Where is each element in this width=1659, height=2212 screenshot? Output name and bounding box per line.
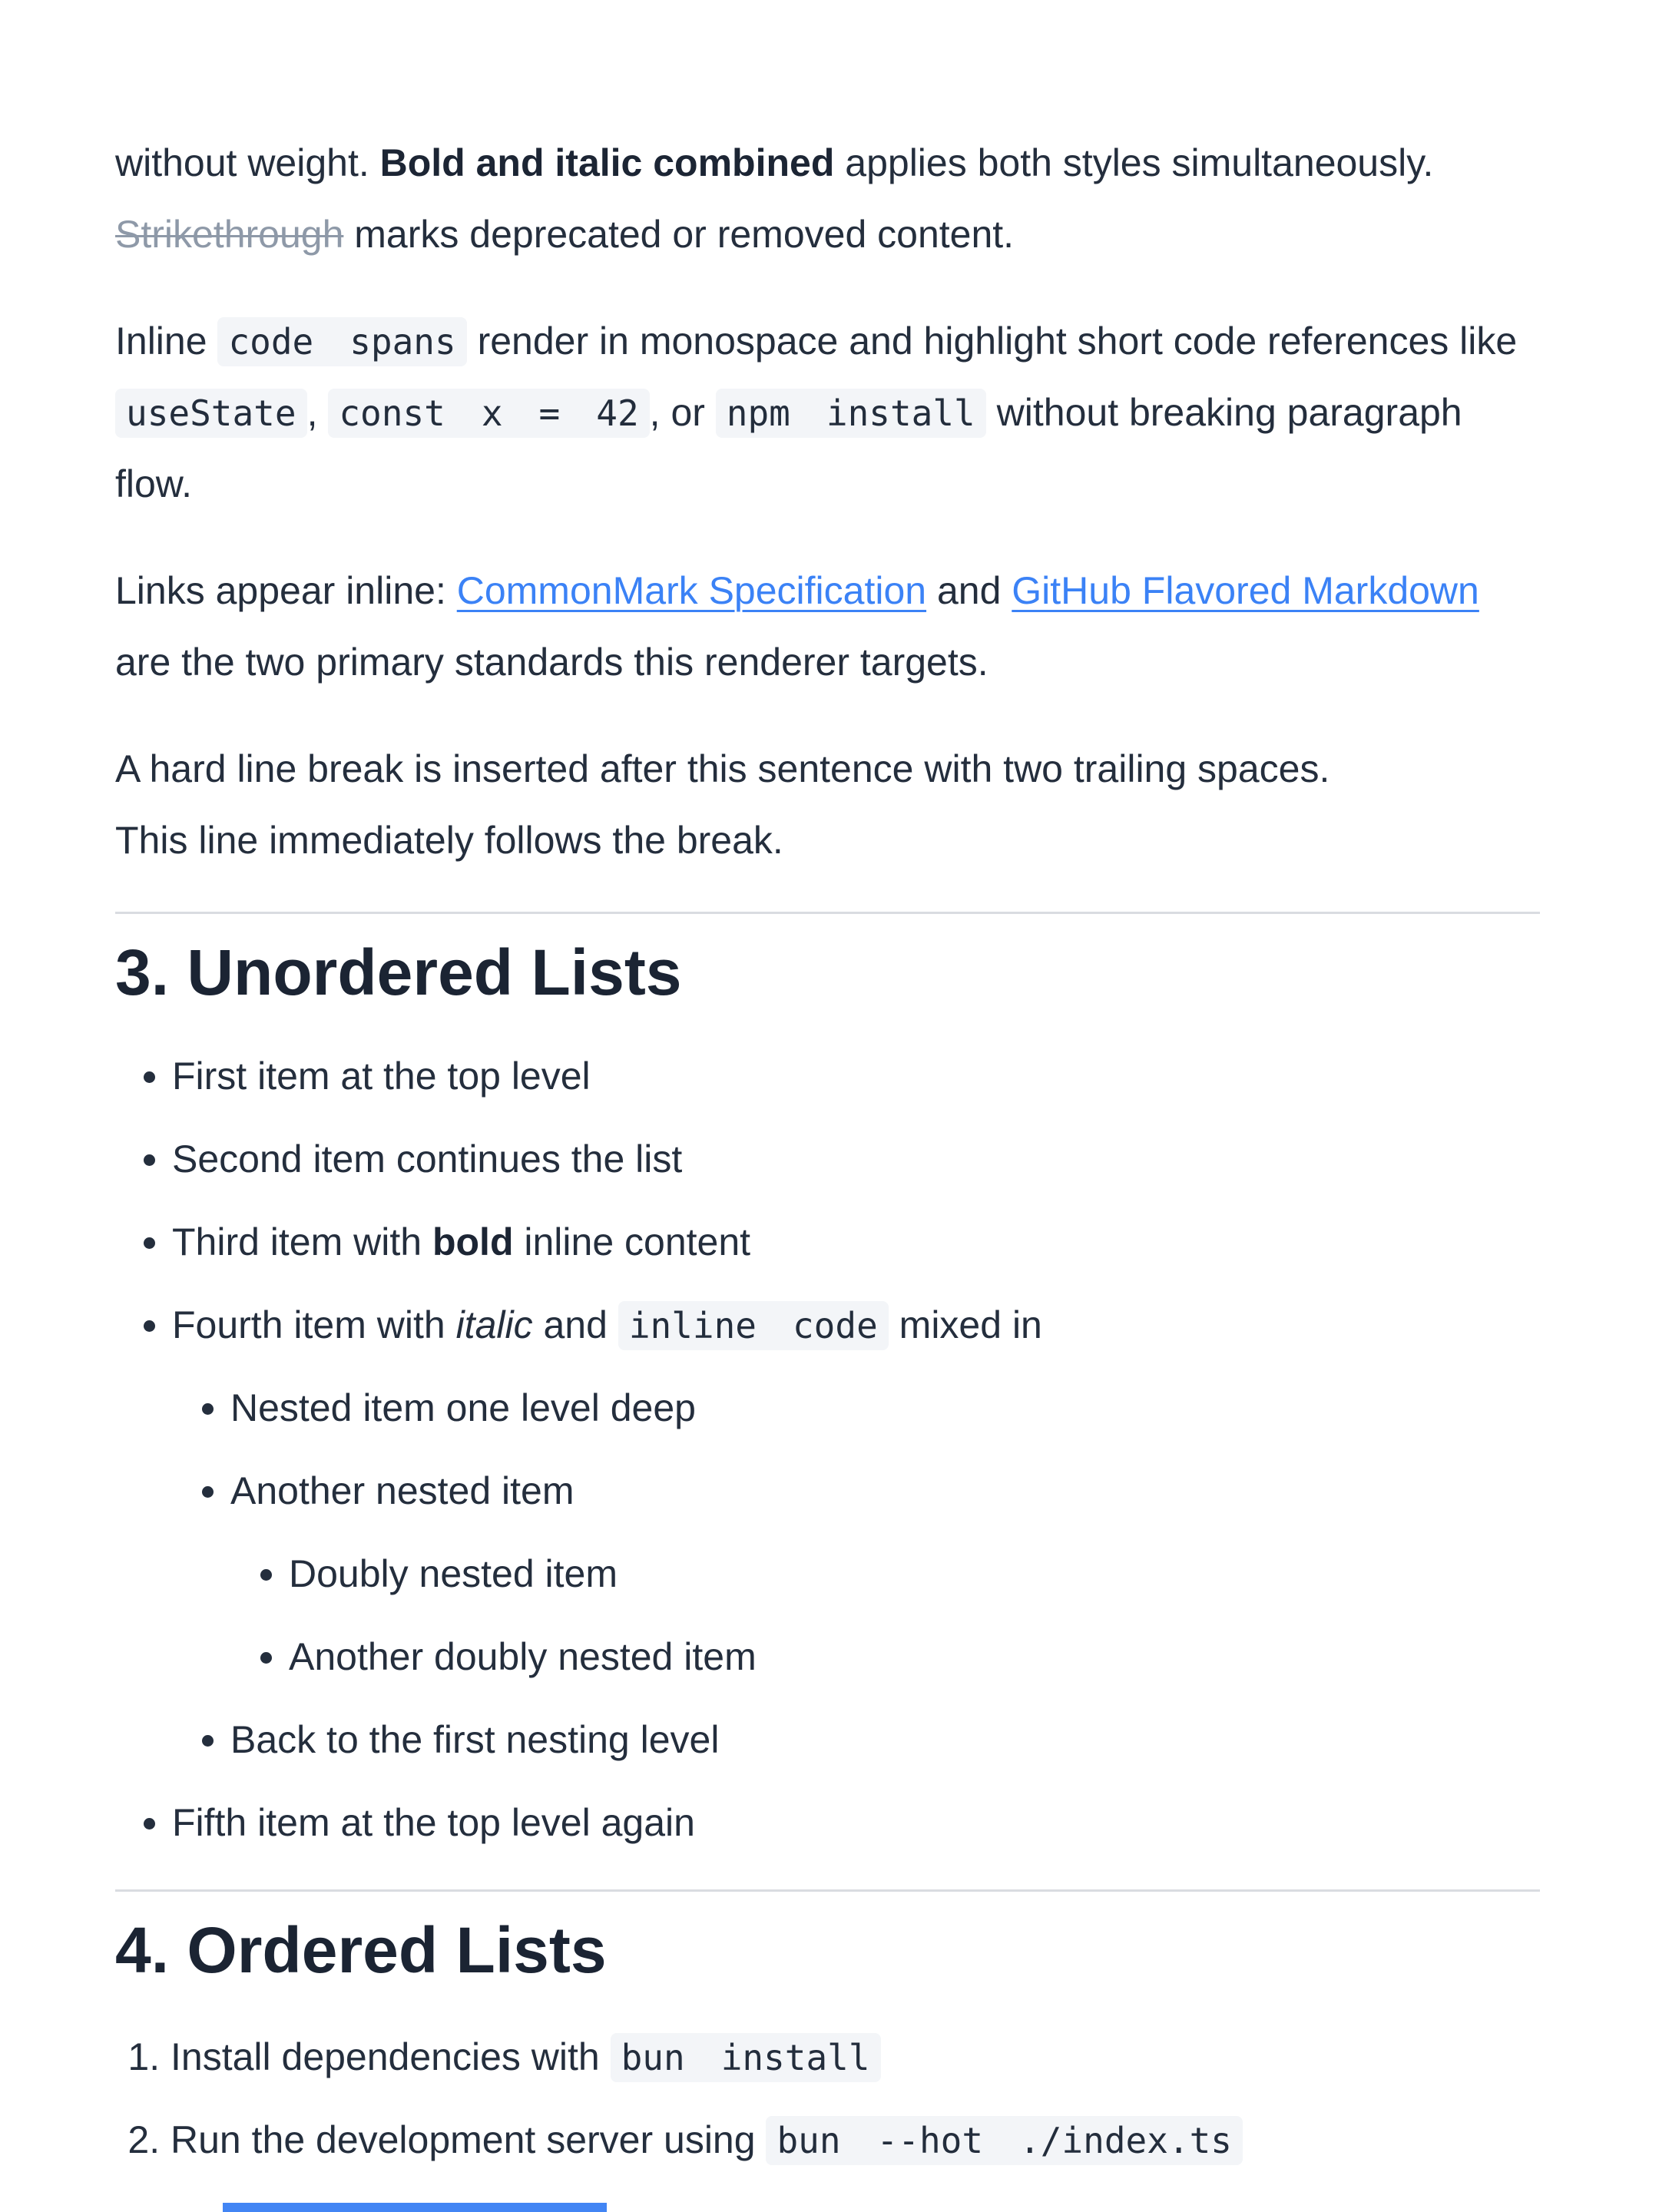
text-run: Nested item one level deep bbox=[230, 1386, 696, 1429]
list-item bbox=[172, 1041, 1540, 1112]
text-run: inline content bbox=[513, 1220, 751, 1263]
nested-list-level-3 bbox=[230, 1538, 1540, 1693]
section-divider bbox=[115, 1889, 1540, 1892]
inline-code: bun install bbox=[611, 2033, 881, 2082]
text-run: Links appear inline: bbox=[115, 569, 457, 612]
list-item bbox=[172, 1124, 1540, 1195]
bold-text: Bold and italic combined bbox=[379, 141, 835, 184]
text-run: Another nested item bbox=[230, 1469, 575, 1512]
list-item bbox=[230, 1455, 1540, 1693]
paragraph-links-demo bbox=[115, 555, 1540, 698]
text-run: Doubly nested item bbox=[289, 1552, 618, 1595]
cutoff-blue-element-bottom bbox=[223, 2203, 607, 2212]
inline-code: inline code bbox=[618, 1301, 889, 1350]
inline-code: npm install bbox=[716, 389, 986, 438]
text-run: Third item with bbox=[172, 1220, 432, 1263]
text-run: Fourth item with bbox=[172, 1303, 456, 1346]
section-divider bbox=[115, 912, 1540, 914]
section-heading-unordered-lists: 3. Unordered Lists bbox=[115, 936, 682, 1008]
text-run: without breaking paragraph flow. bbox=[115, 391, 1462, 505]
list-item bbox=[172, 1207, 1540, 1278]
list-item bbox=[172, 1290, 1540, 1776]
inline-code: code spans bbox=[217, 317, 466, 366]
text-run: Fifth item at the top level again bbox=[172, 1801, 695, 1844]
paragraph-hard-break-demo bbox=[115, 733, 1540, 876]
text-run: mixed in bbox=[888, 1303, 1042, 1346]
text-run: Another doubly nested item bbox=[289, 1635, 757, 1678]
text-run: render in monospace and highlight short code references like bbox=[466, 320, 1518, 363]
text-run: First item at the top level bbox=[172, 1055, 591, 1098]
text-run: are the two primary standards this renderer targets. bbox=[115, 641, 988, 684]
text-run: Run the development server using bbox=[171, 2118, 767, 2161]
nested-list-level-2 bbox=[172, 1373, 1540, 1776]
text-run: Inline bbox=[115, 320, 218, 363]
list-item bbox=[171, 2104, 1540, 2176]
text-run: marks deprecated or removed content. bbox=[343, 213, 1015, 256]
text-run: , bbox=[306, 391, 329, 434]
inline-code: const x = 42 bbox=[328, 389, 649, 438]
text-run: This line immediately follows the break. bbox=[115, 819, 783, 862]
inline-code: bun --hot ./index.ts bbox=[766, 2116, 1243, 2165]
paragraph-inline-code-demo bbox=[115, 306, 1540, 520]
text-run: Back to the first nesting level bbox=[230, 1718, 720, 1761]
text-run: , or bbox=[649, 391, 716, 434]
strikethrough-text: Strikethrough bbox=[115, 213, 344, 256]
text-run: Install dependencies with bbox=[171, 2035, 611, 2078]
text-run: and bbox=[926, 569, 1012, 612]
text-run: without weight. bbox=[115, 141, 380, 184]
list-item bbox=[171, 2022, 1540, 2093]
text-run: A hard line break is inserted after this sentence with two trailing spaces. bbox=[115, 747, 1330, 790]
list-item bbox=[289, 1538, 1540, 1610]
list-item bbox=[230, 1373, 1540, 1444]
ordered-list bbox=[115, 2022, 1540, 2176]
paragraph-emphasis-demo bbox=[115, 127, 1540, 270]
list-item bbox=[172, 1787, 1540, 1859]
section-heading-ordered-lists: 4. Ordered Lists bbox=[115, 1914, 607, 1986]
text-run: Second item continues the list bbox=[172, 1137, 683, 1181]
text-run: applies both styles simultaneously. bbox=[834, 141, 1434, 184]
link-commonmark-specification[interactable]: CommonMark Specification bbox=[456, 569, 927, 612]
unordered-list bbox=[115, 1041, 1540, 1859]
inline-code: useState bbox=[115, 389, 307, 438]
link-github-flavored-markdown[interactable]: GitHub Flavored Markdown bbox=[1012, 569, 1479, 612]
list-item bbox=[230, 1704, 1540, 1776]
list-item bbox=[289, 1621, 1540, 1693]
text-run: and bbox=[532, 1303, 618, 1346]
italic-text: italic bbox=[455, 1303, 533, 1346]
bold-text: bold bbox=[432, 1220, 514, 1263]
